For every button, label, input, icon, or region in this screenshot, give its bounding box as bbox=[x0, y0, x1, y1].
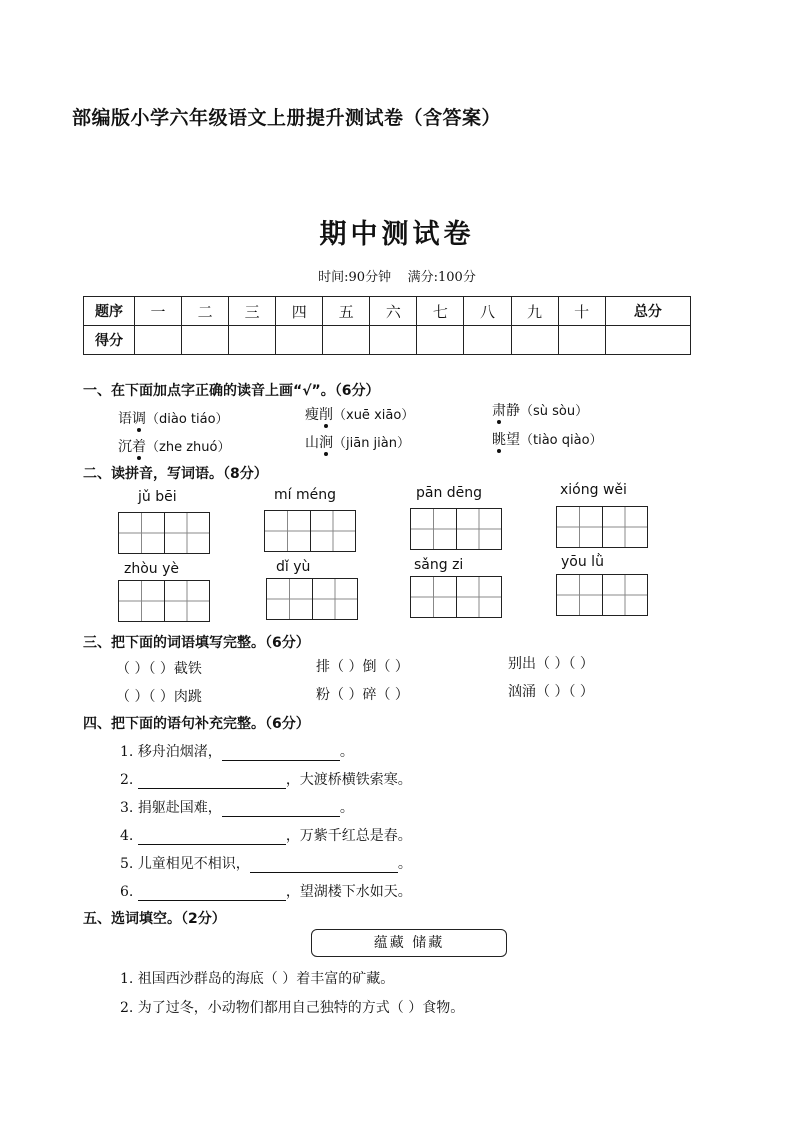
idiom-item[interactable]: 别出（ ）（ ） bbox=[508, 656, 594, 672]
exam-time: 时间:90分钟 bbox=[318, 270, 392, 285]
pinyin-label: pān dēng bbox=[416, 485, 483, 501]
exam-full-score: 满分:100分 bbox=[407, 270, 476, 285]
line-text: ，万紫千红总是春。 bbox=[285, 828, 412, 844]
dotted-char: 肃 bbox=[492, 400, 506, 420]
pron-char: 沉 bbox=[118, 439, 132, 455]
word-choice-box: 蕴藏 储藏 bbox=[311, 929, 507, 957]
score-cell-total[interactable] bbox=[605, 326, 690, 355]
score-col: 十 bbox=[558, 297, 605, 326]
section5-heading: 五、选词填空。（2分） bbox=[83, 911, 226, 927]
grid-cell[interactable] bbox=[557, 507, 603, 547]
grid-cell[interactable] bbox=[165, 513, 210, 553]
pron-item bbox=[492, 429, 603, 449]
score-table-header-label: 题序 bbox=[84, 297, 135, 326]
score-col: 一 bbox=[135, 297, 182, 326]
pinyin-label: zhòu yè bbox=[124, 561, 180, 577]
pron-options[interactable]: （jiān jiàn） bbox=[333, 436, 410, 451]
pinyin-label: xióng wěi bbox=[560, 482, 627, 498]
score-cell[interactable] bbox=[276, 326, 323, 355]
line-text: 。 bbox=[339, 800, 354, 816]
exam-title: 期中测试卷 bbox=[319, 219, 475, 250]
score-col: 五 bbox=[323, 297, 370, 326]
idiom-item[interactable]: 排（ ）倒（ ） bbox=[316, 659, 409, 675]
line-number: 6. bbox=[120, 884, 134, 900]
score-col: 二 bbox=[182, 297, 229, 326]
idiom-item[interactable]: （ ）（ ）截铁 bbox=[116, 661, 202, 677]
score-col: 六 bbox=[370, 297, 417, 326]
idiom-item[interactable]: 粉（ ）碎（ ） bbox=[316, 687, 409, 703]
grid-cell[interactable] bbox=[311, 511, 356, 551]
line-number: 4. bbox=[120, 828, 134, 844]
score-col: 八 bbox=[464, 297, 511, 326]
poem-line bbox=[120, 769, 412, 789]
idiom-item[interactable]: 汹涌（ ）（ ） bbox=[508, 684, 594, 700]
score-table-header-row bbox=[84, 297, 691, 326]
score-col: 九 bbox=[511, 297, 558, 326]
pron-options[interactable]: （xuē xiāo） bbox=[333, 408, 415, 423]
score-col-total: 总分 bbox=[605, 297, 690, 326]
pron-item bbox=[305, 404, 414, 424]
score-cell[interactable] bbox=[417, 326, 464, 355]
pron-char: 山 bbox=[305, 435, 319, 451]
score-col: 七 bbox=[417, 297, 464, 326]
answer-blank[interactable] bbox=[222, 800, 340, 817]
score-col: 三 bbox=[229, 297, 276, 326]
fill-sentence[interactable]: 2. 为了过冬，小动物们都用自己独特的方式（ ）食物。 bbox=[120, 1000, 465, 1016]
answer-blank[interactable] bbox=[138, 772, 286, 789]
answer-blank[interactable] bbox=[138, 828, 286, 845]
writing-grid[interactable] bbox=[118, 580, 210, 622]
idiom-item[interactable]: （ ）（ ）肉跳 bbox=[116, 689, 202, 705]
line-text: 捐躯赴国难， bbox=[137, 800, 222, 816]
pron-options[interactable]: （tiào qiào） bbox=[520, 433, 603, 448]
pinyin-label: dǐ yù bbox=[276, 559, 311, 575]
fill-sentence[interactable]: 1. 祖国西沙群岛的海底（ ）着丰富的矿藏。 bbox=[120, 971, 395, 987]
writing-grid[interactable] bbox=[410, 508, 502, 550]
grid-cell[interactable] bbox=[603, 507, 648, 547]
pron-options[interactable]: （diào tiáo） bbox=[146, 412, 229, 427]
pinyin-label: yōu lǜ bbox=[561, 554, 604, 570]
grid-cell[interactable] bbox=[603, 575, 648, 615]
poem-line bbox=[120, 741, 354, 761]
line-number: 5. bbox=[120, 856, 134, 872]
score-table-score-row bbox=[84, 326, 691, 355]
grid-cell[interactable] bbox=[457, 509, 502, 549]
section1-heading: 一、在下面加点字正确的读音上画“√”。（6分） bbox=[83, 383, 380, 399]
grid-cell[interactable] bbox=[119, 581, 165, 621]
pron-options[interactable]: （zhe zhuó） bbox=[146, 440, 231, 455]
score-cell[interactable] bbox=[323, 326, 370, 355]
writing-grid[interactable] bbox=[556, 506, 648, 548]
pron-char: 语 bbox=[118, 411, 132, 427]
section3-heading: 三、把下面的词语填写完整。（6分） bbox=[83, 635, 310, 651]
score-table bbox=[83, 296, 691, 355]
grid-cell[interactable] bbox=[267, 579, 313, 619]
grid-cell[interactable] bbox=[411, 509, 457, 549]
line-text: 儿童相见不相识， bbox=[137, 856, 250, 872]
document-title: 部编版小学六年级语文上册提升测试卷（含答案） bbox=[72, 107, 502, 129]
pron-item bbox=[118, 408, 229, 428]
dotted-char: 涧 bbox=[319, 432, 333, 452]
dotted-char: 眺 bbox=[492, 429, 506, 449]
line-text: 移舟泊烟渚， bbox=[137, 744, 222, 760]
writing-grid[interactable] bbox=[266, 578, 358, 620]
grid-cell[interactable] bbox=[557, 575, 603, 615]
writing-grid[interactable] bbox=[118, 512, 210, 554]
line-text: 。 bbox=[339, 744, 354, 760]
poem-line bbox=[120, 797, 354, 817]
line-text: ，大渡桥横铁索寒。 bbox=[285, 772, 412, 788]
exam-info bbox=[0, 266, 794, 285]
grid-cell[interactable] bbox=[165, 581, 210, 621]
pinyin-label: mí méng bbox=[274, 487, 336, 503]
dotted-char: 着 bbox=[132, 436, 146, 456]
score-cell[interactable] bbox=[370, 326, 417, 355]
line-number: 3. bbox=[120, 800, 134, 816]
score-cell[interactable] bbox=[229, 326, 276, 355]
section4-heading: 四、把下面的语句补充完整。（6分） bbox=[83, 716, 310, 732]
pron-item bbox=[492, 400, 588, 420]
grid-cell[interactable] bbox=[265, 511, 311, 551]
poem-line bbox=[120, 881, 412, 901]
writing-grid[interactable] bbox=[556, 574, 648, 616]
score-cell[interactable] bbox=[135, 326, 182, 355]
pinyin-label: sǎng zi bbox=[414, 557, 464, 573]
line-number: 2. bbox=[120, 772, 134, 788]
section2-heading: 二、读拼音，写词语。（8分） bbox=[83, 466, 268, 482]
grid-cell[interactable] bbox=[313, 579, 358, 619]
pron-options[interactable]: （sù sòu） bbox=[520, 404, 589, 419]
dotted-char: 削 bbox=[319, 404, 333, 424]
score-cell[interactable] bbox=[511, 326, 558, 355]
writing-grid[interactable] bbox=[264, 510, 356, 552]
score-col: 四 bbox=[276, 297, 323, 326]
pron-char: 望 bbox=[506, 432, 520, 448]
score-table-row-label: 得分 bbox=[84, 326, 135, 355]
score-cell[interactable] bbox=[182, 326, 229, 355]
pinyin-label: jǔ bēi bbox=[138, 489, 177, 505]
line-text: 。 bbox=[397, 856, 412, 872]
answer-blank[interactable] bbox=[250, 856, 398, 873]
pron-char: 瘦 bbox=[305, 407, 319, 423]
answer-blank[interactable] bbox=[222, 744, 340, 761]
dotted-char: 调 bbox=[132, 408, 146, 428]
pron-item bbox=[118, 436, 230, 456]
grid-cell[interactable] bbox=[119, 513, 165, 553]
pron-char: 静 bbox=[506, 403, 520, 419]
pron-item bbox=[305, 432, 410, 452]
answer-blank[interactable] bbox=[138, 884, 286, 901]
line-number: 1. bbox=[120, 744, 134, 760]
score-cell[interactable] bbox=[464, 326, 511, 355]
writing-grid[interactable] bbox=[410, 576, 502, 618]
score-cell[interactable] bbox=[558, 326, 605, 355]
grid-cell[interactable] bbox=[457, 577, 502, 617]
poem-line bbox=[120, 853, 412, 873]
grid-cell[interactable] bbox=[411, 577, 457, 617]
line-text: ，望湖楼下水如天。 bbox=[285, 884, 412, 900]
poem-line bbox=[120, 825, 412, 845]
